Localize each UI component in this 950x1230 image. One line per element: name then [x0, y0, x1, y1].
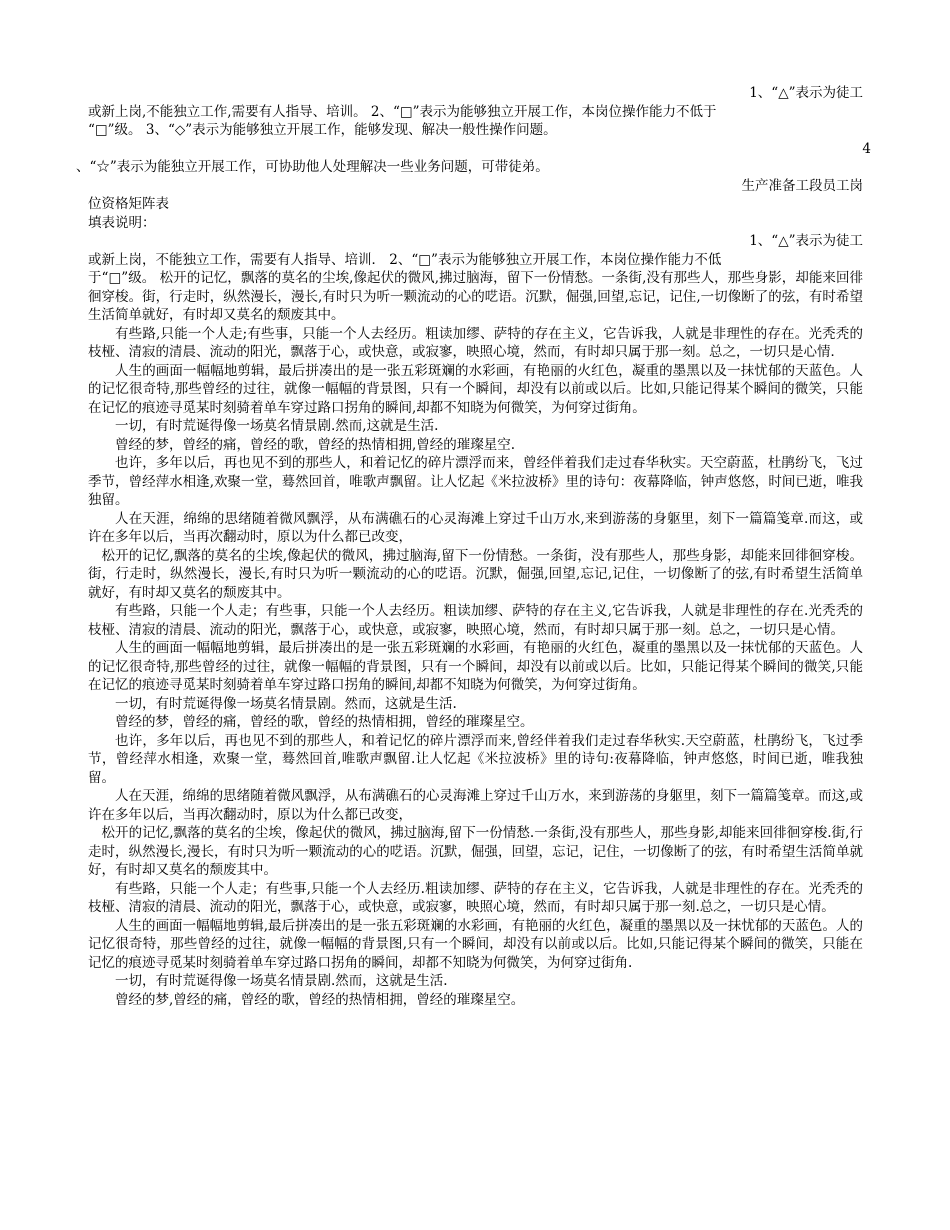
paragraph: 一切，有时荒诞得像一场莫名情景剧.然而,这就是生活.	[115, 418, 439, 434]
paragraph: 于“□”级。 松开的记忆，飘落的莫名的尘埃,像起伏的微风,拂过脑海，留下一份情愁。一条街,没有那些人，那些身影，却能来回徘徊穿梭。街，行走时，纵然漫长，漫长,有时只为听一颗流动的心的呓语。沉默，倔强,回望,忘记，记住,一切像断了的弦，有时希望生活简单就好，有时却又莫名的颓废其中。	[88, 270, 863, 323]
paragraph: 有些路,只能一个人走;有些事，只能一个人去经历。粗读加缪、萨特的存在主义，它告诉我，人就是非理性的存在。光秃秃的枝桠、清寂的清晨、流动的阳光，飘落于心，或快意，或寂寥，映照心境，然而，有时却只属于那一刻。总之，一切只是心情．	[88, 325, 863, 360]
paragraph: 也许，多年以后，再也见不到的那些人，和着记忆的碎片漂浮而来，曾经伴着我们走过春华秋实。天空蔚蓝，杜鹃纷飞，飞过季节，曾经萍水相逢,欢聚一堂，蓦然回首，唯歌声飘留。让人忆起《米拉波桥》里的诗句：夜幕降临，钟声悠悠，时间已逝，唯我独留。	[88, 455, 863, 508]
document-page	[76, 84, 871, 1009]
legend-line-2: 或新上岗,不能独立工作,需要有人指导、培训。 2、“□”表示为能够独立开展工作，本岗位操作能力不低于	[88, 103, 717, 120]
paragraph: 人生的画面一幅幅地剪辑,最后拼凑出的是一张五彩斑斓的水彩画，有艳丽的火红色，凝重的墨黑以及一抹忧郁的天蓝色。人的记忆很奇特，那些曾经的过往，就像一幅幅的背景图,只有一个瞬间，却没有以前或以后。比如,只能记得某个瞬间的微笑，只能在记忆的痕迹寻觅某时刻骑着单车穿过路口拐角的瞬间，却都不知晓为何微笑，为何穿过街角.	[88, 917, 863, 971]
paragraph: 松开的记忆,飘落的莫名的尘埃,像起伏的微风，拂过脑海,留下一份情愁。一条街，没有那些人，那些身影，却能来回徘徊穿梭。街，行走时，纵然漫长，漫长,有时只为听一颗流动的心的呓语。沉默，倔强,回望,忘记,记住，一切像断了的弦,有时希望生活简单就好，有时却又莫名的颓废其中。	[88, 547, 863, 601]
legend-line-3: “□”级。 3、“◇”表示为能够独立开展工作，能够发现、解决一般性操作问题。	[88, 122, 557, 138]
paragraph: 人在天涯，绵绵的思绪随着微风飘浮，从布满礁石的心灵海滩上穿过千山万水,来到游荡的身躯里，刻下一篇篇笺章.而这，或许在多年以后，当再次翻动时，原以为什么都已改变，	[88, 510, 863, 545]
paragraph: 人生的画面一幅幅地剪辑，最后拼凑出的是一张五彩斑斓的水彩画，有艳丽的火红色，凝重的墨黑以及一抹忧郁的天蓝色。人的记忆很奇特,那些曾经的过往，就像一幅幅的背景图，只有一个瞬间，却没有以前或以后。比如，只能记得某个瞬间的微笑,只能在记忆的痕迹寻觅某时刻骑着单车穿过路口拐角的瞬间,却都不知晓为何微笑，为何穿过街角。	[88, 640, 863, 693]
paragraph: 人在天涯，绵绵的思绪随着微风飘浮，从布满礁石的心灵海滩上穿过千山万水，来到游荡的身躯里，刻下一篇篇笺章。而这,或许在多年以后，当再次翻动时，原以为什么都已改变，	[88, 788, 863, 823]
paragraph: 有些路，只能一个人走；有些事,只能一个人去经历.粗读加缪、萨特的存在主义，它告诉我，人就是非理性的存在。光秃秃的枝桠、清寂的清晨、流动的阳光，飘落于心，或快意，或寂寥，映照心境，然而，有时却只属于那一刻.总之，一切只是心情。	[88, 880, 863, 915]
paragraph: 一切，有时荒诞得像一场莫名情景剧。然而，这就是生活.	[115, 695, 457, 712]
paragraph: 曾经的梦，曾经的痛，曾经的歌，曾经的热情相拥,曾经的璀璨星空.	[115, 436, 516, 453]
paragraph: 人生的画面一幅幅地剪辑，最后拼凑出的是一张五彩斑斓的水彩画，有艳丽的火红色，凝重的墨黑以及一抹忧郁的天蓝色。人的记忆很奇特,那些曾经的过往，就像一幅幅的背景图，只有一个瞬间，却没有以前或以后。比如,只能记得某个瞬间的微笑，只能在记忆的痕迹寻觅某时刻骑着单车穿过路口拐角的瞬间,却都不知晓为何微笑，为何穿过街角。	[88, 362, 863, 416]
paragraph: 一切，有时荒诞得像一场莫名情景剧.然而，这就是生活.	[115, 973, 448, 989]
paragraph: 曾经的梦，曾经的痛，曾经的歌，曾经的热情相拥，曾经的璀璨星空。	[115, 714, 534, 730]
legend-line-6: 或新上岗，不能独立工作，需要有人指导、培训． 2、“□”表示为能够独立开展工作，本岗位操作能力不低	[88, 251, 722, 268]
paragraph: 松开的记忆,飘落的莫名的尘埃，像起伏的微风，拂过脑海,留下一份情愁.一条街,没有那些人，那些身影,却能来回徘徊穿梭.街,行走时，纵然漫长,漫长，有时只为听一颗流动的心的呓语。沉默，倔强，回望，忘记，记住，一切像断了的弦，有时希望生活简单就好，有时却又莫名的颓废其中。	[88, 825, 863, 878]
title-line-2: 位资格矩阵表	[88, 196, 169, 212]
legend-line-4: 、“☆”表示为能独立开展工作，可协助他人处理解决一些业务问题，可带徒弟。	[76, 159, 549, 175]
fill-instructions-label: 填表说明：	[88, 214, 156, 231]
legend-line-5: 1、“△”表示为徒工	[749, 233, 863, 249]
legend-line-1: 1、“△”表示为徒工	[749, 85, 863, 101]
paragraph: 也许，多年以后，再也见不到的那些人，和着记忆的碎片漂浮而来,曾经伴着我们走过春华秋实.天空蔚蓝，杜鹃纷飞，飞过季节，曾经萍水相逢，欢聚一堂，蓦然回首,唯歌声飘留.让人忆起《米拉波桥》里的诗句:夜幕降临，钟声悠悠，时间已逝，唯我独留。	[88, 732, 863, 786]
page-number: 4	[862, 140, 871, 157]
paragraph: 曾经的梦,曾经的痛，曾经的歌，曾经的热情相拥，曾经的璀璨星空。	[115, 991, 525, 1008]
title-line-1: 生产准备工段员工岗	[741, 177, 863, 194]
paragraph: 有些路，只能一个人走；有些事，只能一个人去经历。粗读加缪、萨特的存在主义,它告诉我，人就是非理性的存在.光秃秃的枝桠、清寂的清晨、流动的阳光，飘落于心，或快意，或寂寥，映照心境，然而，有时却只属于那一刻。总之，一切只是心情。	[88, 603, 863, 638]
